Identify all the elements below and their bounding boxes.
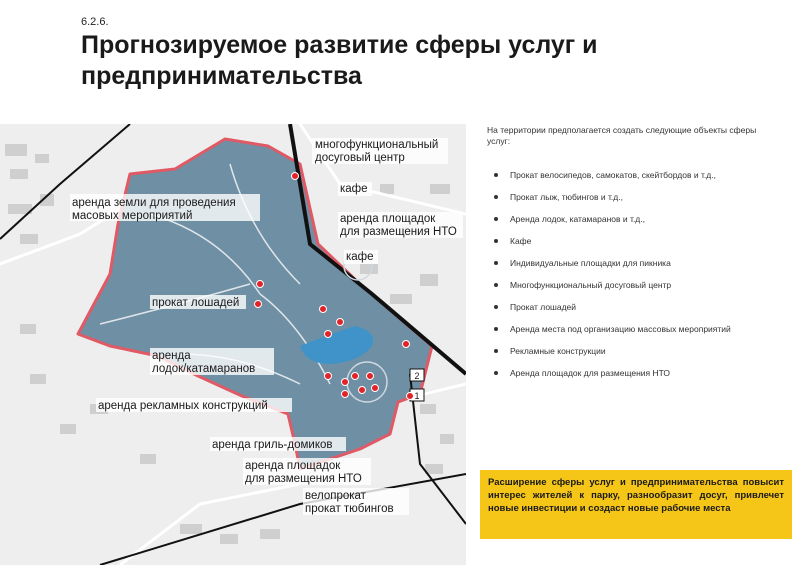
service-marker (337, 319, 344, 326)
map-label-billboards: аренда рекламных конструкций (98, 400, 268, 412)
list-item: Аренда площадок для размещения НТО (494, 368, 784, 379)
intro-text: На территории предполагается создать следующие объекты сферы услуг: (487, 125, 757, 146)
road-marker-1-label: 1 (414, 391, 420, 401)
map-label-nto-south: аренда площадок для размещения НТО (245, 460, 362, 485)
list-item: Аренда места под организацию массовых мероприятий (494, 324, 784, 335)
list-item: Прокат велосипедов, самокатов, скейтбордов и т.д., (494, 170, 784, 181)
page-title: Прогнозируемое развитие сферы услуг и предпринимательства (81, 31, 598, 90)
list-item: Прокат лошадей (494, 302, 784, 313)
park-map (0, 124, 466, 565)
list-item: Индивидуальные площадки для пикника (494, 258, 784, 269)
map-label-mass-events: аренда земли для проведения масовых мероприятий (72, 197, 236, 222)
park-map-svg (0, 124, 466, 565)
service-marker (367, 373, 374, 380)
service-marker (325, 331, 332, 338)
service-marker (325, 373, 332, 380)
summary-callout: Расширение сферы услуг и предпринимательства повысит интерес жителей к парку, разнообразит досуг, привлечет новые инвестиции и создаст новые рабочие места (480, 470, 792, 539)
map-label-cafe-south: кафе (346, 251, 374, 263)
service-marker (407, 393, 414, 400)
service-marker (255, 301, 262, 308)
list-item: Прокат лыж, тюбингов и т.д., (494, 192, 784, 203)
service-marker (257, 281, 264, 288)
section-number: 6.2.6. (81, 16, 109, 28)
list-item: Рекламные конструкции (494, 346, 784, 357)
map-label-horses: прокат лошадей (152, 297, 240, 309)
services-list (494, 170, 784, 390)
map-label-bike-rental: велопрокат прокат тюбингов (305, 490, 394, 515)
map-label-grill: аренда гриль-домиков (212, 439, 333, 451)
list-item: Кафе (494, 236, 784, 247)
service-marker (320, 306, 327, 313)
service-marker (403, 341, 410, 348)
map-label-nto-north: аренда площадок для размещения НТО (340, 213, 457, 238)
service-marker (342, 391, 349, 398)
service-marker (372, 385, 379, 392)
road-marker-2-label: 2 (414, 371, 420, 381)
list-item: Аренда лодок, катамаранов и т.д., (494, 214, 784, 225)
service-marker (342, 379, 349, 386)
map-label-boats: аренда лодок/катамаранов (152, 350, 256, 375)
service-marker (352, 373, 359, 380)
service-marker (292, 173, 299, 180)
map-label-cafe-north: кафе (340, 183, 368, 195)
map-label-leisure-center: многофункциональный досуговый центр (315, 139, 439, 164)
service-marker (359, 387, 366, 394)
list-item: Многофункциональный досуговый центр (494, 280, 784, 291)
